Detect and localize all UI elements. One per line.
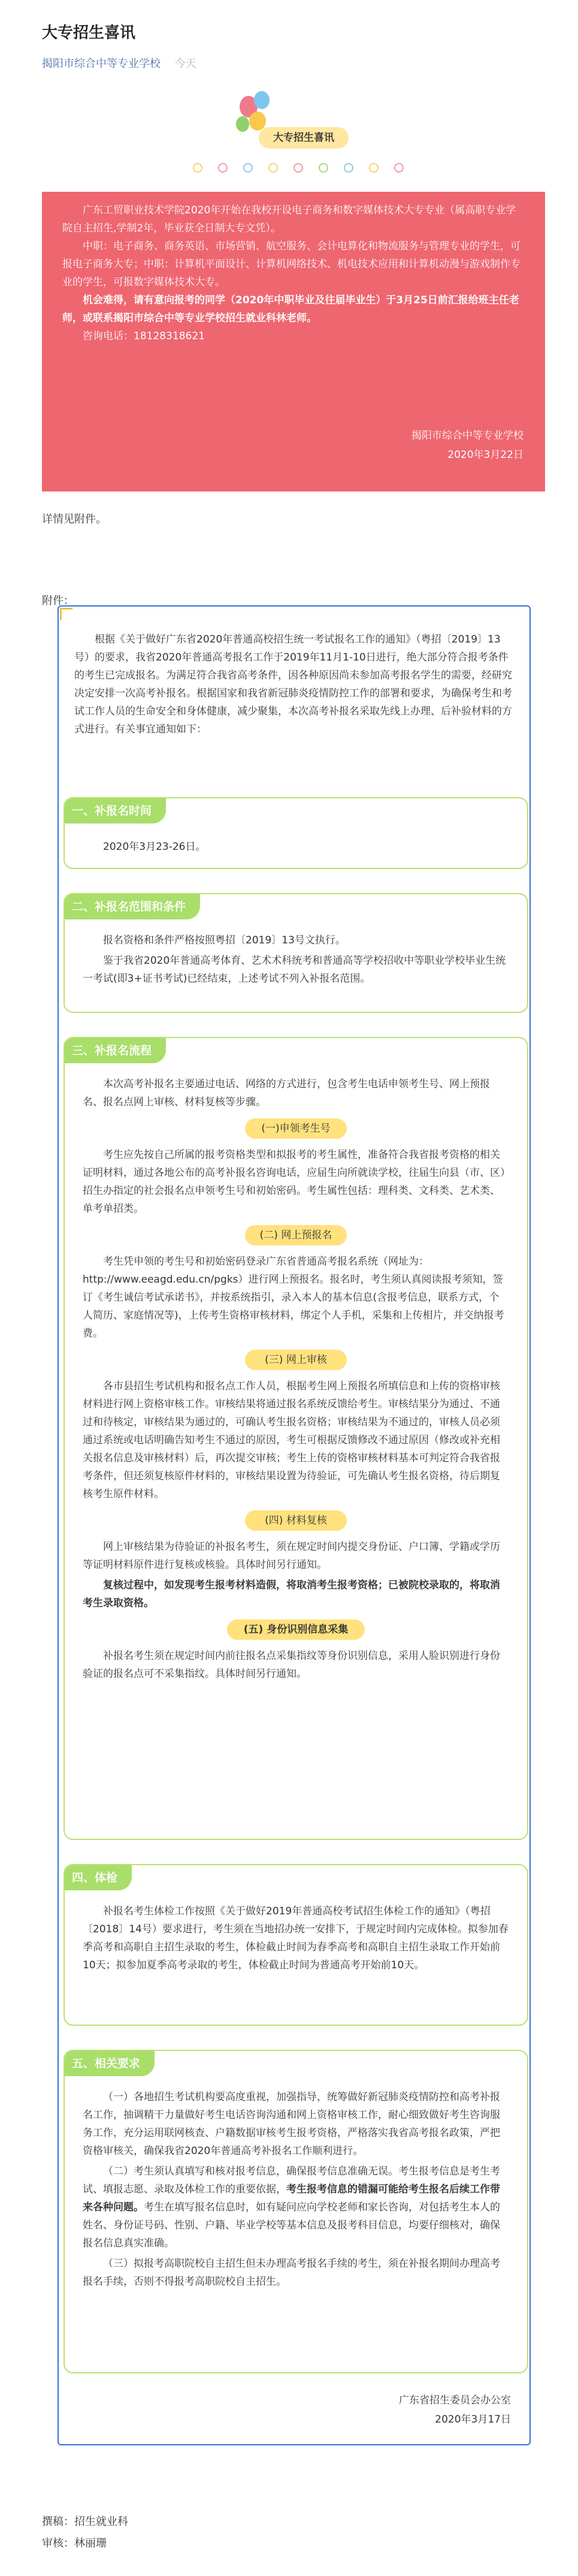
section-text: （二）考生须认真填写和核对报考信息，确保报考信息准确无误。考生报考信息是考生考试、填报志愿、录取及体检工作的重要依据， <box>83 2165 500 2195</box>
section-title: 三、补报名流程 <box>65 1038 166 1063</box>
section-text-bold: 复核过程中，如发现考生报考材料造假，将取消考生报考资格；已被院校录取的，将取消考生录取资格。 <box>83 1579 500 1609</box>
notice-paragraph: 广东工贸职业技术学院2020年开始在我校开设电子商务和数字媒体技术大专专业（属高职专业学院自主招生,学制2年，毕业获全日制大专文凭）。 <box>62 204 516 234</box>
attachment-label: 附件： <box>42 595 74 607</box>
notice-phone: 咨询电话：18128318621 <box>83 330 205 342</box>
notice-sign-date: 2020年3月22日 <box>447 449 523 461</box>
section-text: 考生凭申领的考生号和初始密码登录广东省普通高考报名系统（网址为：http://www.eeagd.edu.cn/pgks）进行网上预报名。报名时，考生须认真阅读报考须知，签订《考生诚信考试承诺书》，并按系统指引，录入本人的基本信息(含报考信息，联系方式，个人简历、家庭情况等)，上传考生资格审核材料，绑定个人手机，采集和上传相片，并交纳报考费。 <box>83 1256 504 1340</box>
doc-intro: 根据《关于做好广东省2020年普通高校招生统一考试报名工作的通知》（粤招〔2019〕13号）的要求，我省2020年普通高考报名工作于2019年11月1-10日进行，绝大部分符合报考条件的考生已完成报名。为满足符合我省高考条件，因各种原因尚未参加高考报名学生的需要，经研究决定安排一次高考补报名。根据国家和我省新冠肺炎疫情防控工作的部署和要求，为确保考生和考试工作人员的生命安全和身体健康，减少聚集，本次高考补报名采取先线上办理、后补验材料的方式进行。有关事宜通知如下： <box>74 634 512 735</box>
section-text: 各市县招生考试机构和报名点工作人员，根据考生网上预报名所填信息和上传的资格审核材料进行网上资格审核工作。审核结果将通过报名系统反馈给考生。审核结果分为通过、不通过和待核定，审核结果为通过的，可确认考生报名资格；审核结果为不通过的，审核人员必须通过系统或电话明确告知考生不通过的原因，考生可根据反馈修改不通过原因（修改或补充相关报名信息及审核材料）后，再次提交审核；考生上传的资格审核材料基本可判定符合我省报考条件，但还须复核原件材料的，审核结果设置为待验证，可先确认考生报名资格，待后期复核考生原件材料。 <box>83 1380 500 1500</box>
section-text: 网上审核结果为待验证的补报名考生，须在规定时间内提交身份证、户口簿、学籍或学历等证明材料原件进行复核或核验。具体时间另行通知。 <box>83 1541 500 1571</box>
section-time <box>63 797 528 869</box>
article-date: 今天 <box>174 58 196 70</box>
article-meta <box>42 55 196 71</box>
admission-notice <box>42 192 545 491</box>
article-source-link[interactable]: 揭阳市综合中等专业学校 <box>42 58 161 70</box>
section-text: 2020年3月23-26日。 <box>103 841 206 853</box>
notice-sign-org: 揭阳市综合中等专业学校 <box>411 430 523 442</box>
article-title: 大专招生喜讯 <box>42 24 136 42</box>
step-label: (五) 身份识别信息采集 <box>227 1619 365 1640</box>
section-text <box>83 2162 509 2252</box>
section-process <box>63 1037 528 1840</box>
section-text: 本次高考补报名主要通过电话、网络的方式进行，包含考生电话申领考生号、网上预报名、报名点网上审核、材料复核等步骤。 <box>83 1078 490 1108</box>
notice-paragraph: 中职：电子商务、商务英语、市场营销、航空服务、会计电算化和物流服务与管理专业的学生，可报电子商务大专；中职：计算机平面设计、计算机网络技术、机电技术应用和计算机动漫与游戏制作专业的学生，可报数字媒体技术大专。 <box>62 240 520 288</box>
section-text: 报名资格和条件严格按照粤招〔2019〕13号文执行。 <box>103 934 346 946</box>
section-requirements <box>63 2050 528 2373</box>
section-text: 鉴于我省2020年普通高考体育、艺术术科统考和普通高等学校招收中等职业学校毕业生统一考试(即3+证书考试)已经结束，上述考试不列入补报名范围。 <box>83 955 506 985</box>
section-physical-exam <box>63 1864 528 2026</box>
step-label: (三) 网上审核 <box>245 1350 347 1370</box>
section-title: 四、体检 <box>65 1865 132 1890</box>
section-text-bold: 考生报考信息的错漏可能给考生报名后续工作带来各种问题。 <box>83 2183 500 2213</box>
section-title: 五、相关要求 <box>65 2051 155 2076</box>
section-text: （一）各地招生考试机构要高度重视，加强指导，统筹做好新冠肺炎疫情防控和高考补报名工作，抽调精干力量做好考生电话咨询沟通和网上资格审核工作，耐心细致做好考生咨询服务工作，充分运用联网核查、户籍数据审核考生报考资格，严格落实我省高考报名政策，严把资格审核关，确保我省2020年普通高考补报名工作顺利进行。 <box>83 2091 500 2157</box>
section-text: 补报名考生须在规定时间内前往报名点采集指纹等身份识别信息，采用人脸识别进行身份验证的报名点可不采集指纹。具体时间另行通知。 <box>83 1650 500 1680</box>
step-label: (二) 网上预报名 <box>245 1225 347 1245</box>
section-title: 一、补报名时间 <box>65 798 166 824</box>
section-text: 考生应先按自己所属的报考资格类型和拟报考的考生属性，准备符合我省报考资格的相关证明材料，通过各地公布的高考补报名咨询电话，应届生向所就读学校，往届生向县（市、区）招生办指定的社会报名点申领考生号和初始密码。考生属性包括：理科类、文科类、艺术类、单考单招类。 <box>83 1149 506 1215</box>
credits <box>42 2511 128 2554</box>
notice-paragraph: 机会难得，请有意向报考的同学（2020年中职毕业及往届毕业生）于3月25日前汇报给班主任老师，或联系揭阳市综合中等专业学校招生就业科林老师。 <box>62 294 519 324</box>
section-text: 考生在填写报名信息时，如有疑问应向学校老师和家长咨询，对包括考生本人的姓名、身份证号码、性别、户籍、毕业学校等基本信息及报考科目信息，均要仔细核对，确保报名信息真实准确。 <box>83 2201 500 2249</box>
decorative-dots <box>180 162 431 175</box>
credit-reviewer: 审核：林丽珊 <box>42 2537 107 2550</box>
doc-sign-date: 2020年3月17日 <box>435 2414 511 2426</box>
section-text: 补报名考生体检工作按照《关于做好2019年普通高校考试招生体检工作的通知》（粤招〔2018〕14号）要求进行，考生须在当地招办统一安排下，于规定时间内完成体检。拟参加春季高考和高职自主招生录取的考生，体检截止时间为春季高考和高职自主招生录取工作开始前10天；拟参加夏季高考录取的考生，体检截止时间为普通高考开始前10天。 <box>83 1905 509 1971</box>
corner-decoration <box>60 608 72 620</box>
banner-label: 大专招生喜讯 <box>259 127 349 149</box>
see-attachment-text: 详情见附件。 <box>42 513 107 526</box>
section-title: 二、补报名范围和条件 <box>65 894 200 919</box>
section-text: （三）拟报考高职院校自主招生但未办理高考报名手续的考生，须在补报名期间办理高考报名手续，否则不得报考高职院校自主招生。 <box>83 2258 500 2288</box>
step-label: (一)申领考生号 <box>245 1118 347 1139</box>
credit-editor: 撰稿：招生就业科 <box>42 2515 128 2528</box>
step-label: (四) 材料复核 <box>245 1510 347 1531</box>
section-scope <box>63 893 528 1013</box>
doc-sign-org: 广东省招生委员会办公室 <box>399 2394 511 2406</box>
